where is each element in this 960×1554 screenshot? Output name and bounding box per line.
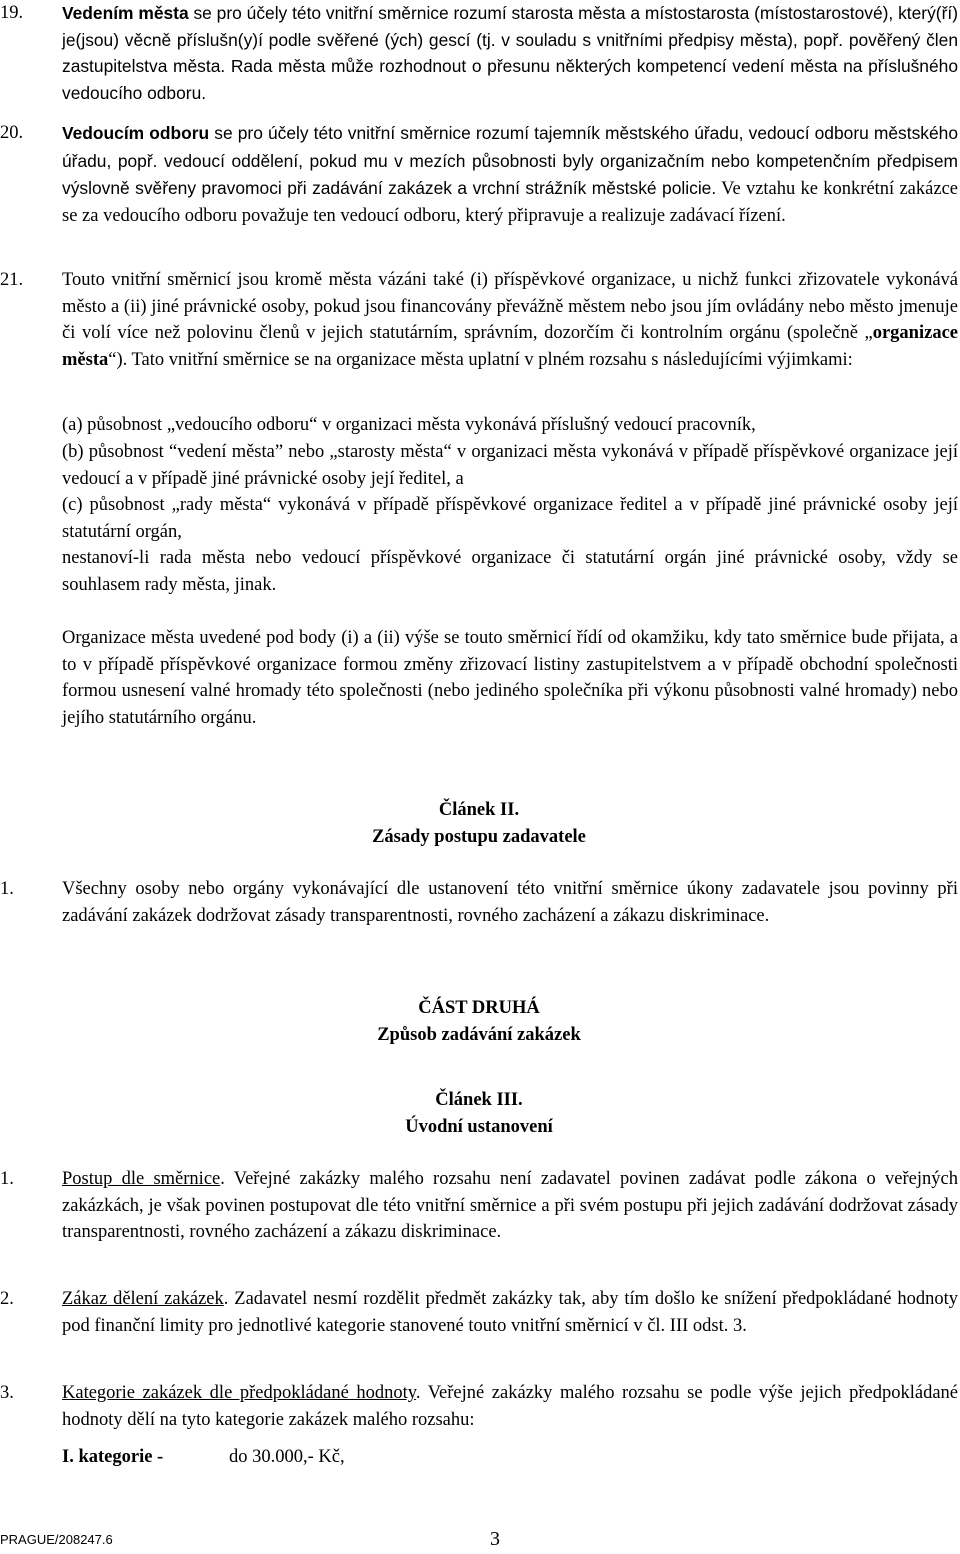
exception-a: (a) působnost „vedoucího odboru“ v organizaci města vykonává příslušný vedoucí pracovník, xyxy=(62,415,756,435)
defined-term: organizace města xyxy=(62,323,958,370)
item-number: 2. xyxy=(0,1289,14,1309)
article-3-item-3 xyxy=(0,1380,958,1433)
item-number: 19. xyxy=(0,3,24,23)
exception-b: (b) působnost “vedení města” nebo „starosty města“ v organizaci města vykonává v případě příspěvkové organizace její vedoucí a v případě jiné právnické osoby její ředitel, a xyxy=(62,442,958,489)
item-text-cont: Ve vztahu ke konkrétní zakázce se za vedoucího odboru považuje ten vedoucí odboru, který připravuje a realizuje zadávací řízení. xyxy=(62,179,958,226)
article-3-item-1 xyxy=(0,1166,958,1246)
item-text: Touto vnitřní směrnicí jsou kromě města vázáni také (i) příspěvkové organizace, u nichž funkci zřizovatele vykonává město a (ii) jiné právnické osoby, pokud jsou financovány převážně městem nebo jsou jím ovládány nebo město jmenuje či volí více než polovinu členů v jejich statutárním, správním, dozorčím či kontrolním orgánu (společně „ xyxy=(62,270,958,343)
category-value: do 30.000,- Kč, xyxy=(229,1447,345,1467)
item-text: . Veřejné zakázky malého rozsahu se podle výše jejich předpokládané hodnoty dělí na tyto kategorie zakázek malého rozsahu: xyxy=(62,1383,958,1430)
item-title: Zákaz dělení zakázek xyxy=(62,1289,224,1309)
exception-c: (c) působnost „rady města“ vykonává v případě příspěvkové organizace ředitel a v případě jiné právnické osoby její statutární orgán, xyxy=(62,495,958,542)
defined-term: Vedoucím odboru xyxy=(62,123,210,143)
item-text: se pro účely této vnitřní směrnice rozumí tajemník městského úřadu, vedoucí odboru městského úřadu, popř. vedoucí oddělení, pokud mu v mezích působnosti byly organizačním nebo kompetenčním předpisem výslovně svěřeny pravomoci při zadávání zakázek a vrchní strážník městské policie. xyxy=(62,123,958,198)
item-title: Postup dle směrnice xyxy=(62,1169,221,1189)
item-text: . Veřejné zakázky malého rozsahu není zadavatel povinen zadávat podle zákona o veřejných zakázkách, je však povinen postupovat dle této vnitřní směrnice a při svém postupu při jejich zadávání dodržovat zásady transparentnosti, rovného zacházení a zákazu diskriminace. xyxy=(62,1169,958,1242)
item-text-cont: “). Tato vnitřní směrnice se na organizace města uplatní v plném rozsahu s následujícími výjimkami: xyxy=(108,349,853,370)
category-label: I. kategorie - xyxy=(62,1447,164,1467)
item-number: 1. xyxy=(0,1169,14,1189)
article-3-subheading: Úvodní ustanovení xyxy=(405,1117,553,1137)
item-text: se pro účely této vnitřní směrnice rozumí starosta města a místostarosta (místostarostové), který(ří) je(jsou) věcně příslušn(y)í podle svěřené (ých) gescí (tj. v souladu s vnitřními předpisy města), popř. pověřený člen zastupitelstva města. Rada města může rozhodnout o přesunu některých kompetencí vedení města na příslušného vedoucího odboru. xyxy=(62,3,958,103)
part-2-subheading: Způsob zadávání zakázek xyxy=(377,1025,581,1045)
item-number: 3. xyxy=(0,1383,14,1403)
organizations-paragraph: Organizace města uvedené pod body (i) a (ii) výše se touto směrnicí řídí od okamžiku, kdy tato směrnice bude přijata, a to v případě příspěvkové organizace formou změny zřizovací listiny zastupitelstvem a v případě obchodní společnosti formou usnesení valné hromady této společnosti (nebo jediného společníka při výkonu působnosti valné hromady) nebo jejího statutárního orgánu. xyxy=(62,628,958,728)
article-3-item-2 xyxy=(0,1286,958,1339)
item-text: Všechny osoby nebo orgány vykonávající dle ustanovení této vnitřní směrnice úkony zadavatele jsou povinny při zadávání zakázek dodržovat zásady transparentnosti, rovného zacházení a zákazu diskriminace. xyxy=(62,879,958,926)
article-2-heading: Článek II. xyxy=(438,800,520,820)
article-3-heading: Článek III. xyxy=(435,1090,523,1110)
item-21 xyxy=(0,267,958,373)
item-number: 1. xyxy=(0,879,14,899)
item-number: 21. xyxy=(0,270,24,290)
item-number: 20. xyxy=(0,123,24,143)
item-20 xyxy=(0,120,958,229)
item-19 xyxy=(0,0,958,106)
item-title: Kategorie zakázek dle předpokládané hodnoty xyxy=(62,1383,416,1403)
part-2-heading: ČÁST DRUHÁ xyxy=(418,998,540,1018)
defined-term: Vedením města xyxy=(62,3,189,23)
article-2-item-1 xyxy=(0,876,958,929)
footer-document-id: PRAGUE/208247.6 xyxy=(0,1532,113,1547)
item-text: . Zadavatel nesmí rozdělit předmět zakázky tak, aby tím došlo ke snížení předpokládané hodnoty pod finanční limity pro jednotlivé kategorie stanovené touto vnitřní směrnicí v čl. III odst. 3. xyxy=(62,1289,958,1336)
footer-page-number: 3 xyxy=(490,1528,500,1550)
article-2-subheading: Zásady postupu zadavatele xyxy=(372,827,586,847)
exceptions-tail: nestanoví-li rada města nebo vedoucí příspěvkové organizace či statutární orgán jiné právnické osoby, vždy se souhlasem rady města, jinak. xyxy=(62,548,958,595)
